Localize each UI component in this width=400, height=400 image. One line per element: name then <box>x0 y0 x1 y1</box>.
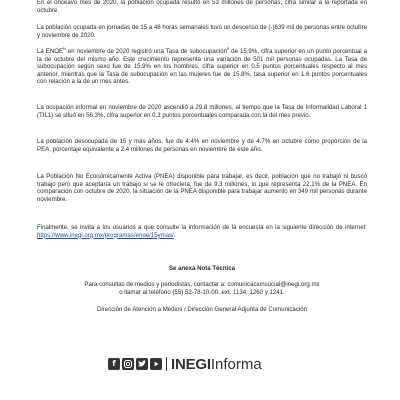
footer-brand <box>108 354 308 374</box>
twitter-glyph <box>136 358 148 370</box>
underemployment-text: en noviembre de 2020 registró una Tasa de subocupación <box>65 48 227 55</box>
contact-line-2: o llamar al teléfono (55) 52-78-10-00, ext. 1134, 1260 y 1241. <box>119 289 285 296</box>
footer-divider <box>166 357 167 371</box>
paragraph-informality: La ocupación informal en noviembre de 2020 ascendió a 29.8 millones, al tiempo que la Tasa de Informalidad Laboral 1 (TIL1) se situó en 56.3%, cifra superior en 0.3 puntos porcentuales comparada con la del mes previo. <box>37 104 367 119</box>
annex-note: Se anexa Nota Técnica <box>168 265 236 272</box>
footnote-marker: N <box>63 45 66 51</box>
inegi-logo-text: INEGI <box>171 355 211 373</box>
instagram-glyph <box>122 358 134 370</box>
direction-line: Dirección de Atención a Medios / Dirección General Adjunta de Comunicación <box>96 306 307 313</box>
underemployment-rest: de 15.9%, cifra superior en un punto porcentual a la de octubre del mismo año. Este crecimiento representa una variación de 501 mil personas ocupadas. La Tasa de subocupación según sexo fue de 15.9% en los hombres, cifra superior en 0.5 puntos porcentuales respecto al mes anterior, mientras que la Tasa de subocupación en las mujeres fue de 15.8%, tasa superior en 1.6 puntos porcentuales con relación a la de un mes antes. <box>37 48 367 86</box>
enoe-link[interactable]: https://www.inegi.org.mx/programas/enoe/15ymas/ <box>37 231 174 239</box>
paragraph-working-hours: La población ocupada en jornadas de 15 a 48 horas semanales tuvo un descenso de (-)639 mil de personas entre octubre y noviembre de 2020. <box>37 24 367 39</box>
footnote-marker-2: 2 <box>226 45 230 51</box>
enoe-text: La ENOE <box>37 48 64 55</box>
closing-period: . <box>173 231 176 239</box>
informa-logo-text: Informa <box>210 355 262 373</box>
paragraph-closing <box>37 224 367 239</box>
twitter-icon[interactable] <box>136 358 148 370</box>
instagram-icon[interactable] <box>122 358 134 370</box>
facebook-icon[interactable]: f <box>108 358 120 370</box>
closing-text: Finalmente, se invita a los usuarios a que consulte la información de la encuesta en la siguiente dirección de internet: <box>37 224 367 231</box>
paragraph-occupied-population: En el onceavo mes de 2020, la población ocupada resultó en 53 millones de personas, cifra similar a la reportada en octubre. <box>37 0 367 14</box>
youtube-icon[interactable] <box>150 358 162 370</box>
paragraph-unemployment: La población desocupada de 15 y más años, fue de 4.4% en noviembre y de 4.7% en octubre como proporción de la PEA, porcentaje equivalente a 2.4 millones de personas en noviembre de este año. <box>37 138 367 153</box>
contact-line-1: Para consultas de medios y periodistas, contactar a: comunicacionsocial@inegi.org.mx <box>84 281 320 288</box>
paragraph-underemployment <box>37 45 367 86</box>
youtube-glyph <box>150 358 162 370</box>
paragraph-pnea: La Población No Económicamente Activa (PNEA) disponible para trabajar, es decir, población que no trabajó ni buscó trabajo pero que aceptaría un trabajo si se le ofreciera, fue de 9.3 millones, lo que representa 22.1% de la PNEA. En comparación con octubre de 2020, la situación de la PNEA disponible para trabajar aumento en 349 mil personas durante noviembre. <box>37 173 367 203</box>
